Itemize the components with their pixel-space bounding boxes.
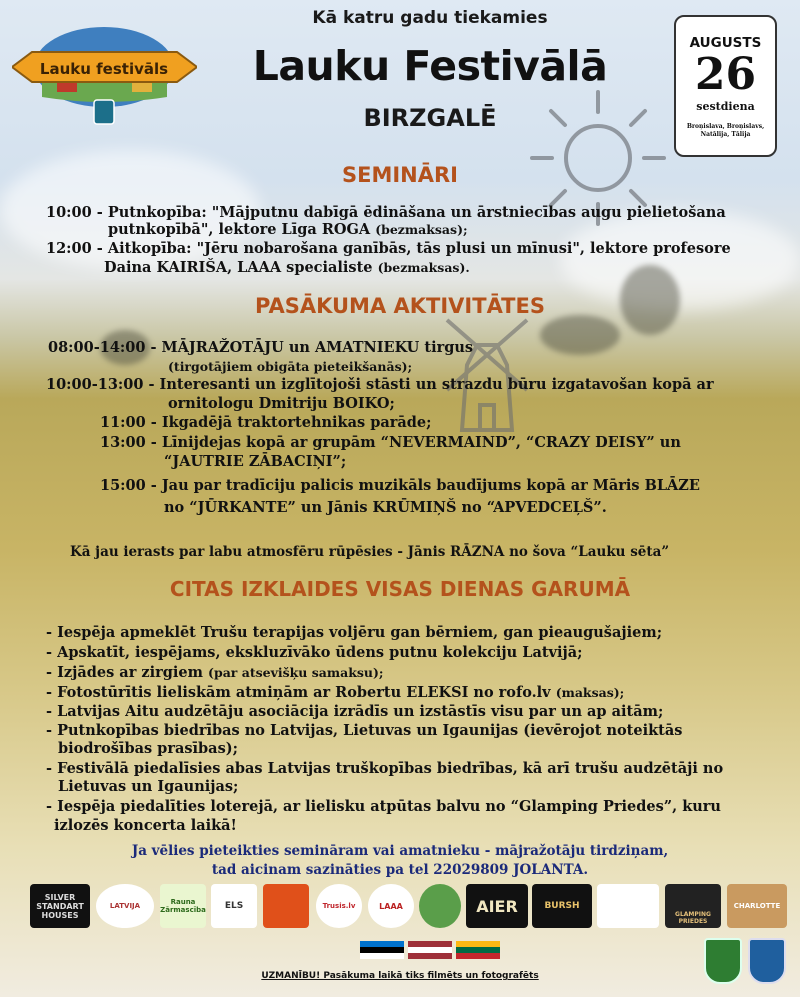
activity-line: 11:00 - Ikgadējā traktortehnikas parāde; <box>100 414 432 431</box>
activity-line: (tirgotājiem obigāta pieteikšanās); <box>168 359 413 374</box>
other-line: biodrošības prasības); <box>58 740 238 757</box>
sponsor-logo: GLAMPING PRIEDES <box>665 884 721 928</box>
date-month: AUGUSTS <box>689 35 762 51</box>
tree-silhouette <box>540 315 620 355</box>
other-title: CITAS IZKLAIDES VISAS DIENAS GARUMĀ <box>169 577 631 601</box>
sponsor-logo: CHARLOTTE <box>727 884 787 928</box>
other-line: - Festivālā piedalīsies abas Latvijas truškopības biedrības, kā arī trušu audzētāji no <box>46 760 724 777</box>
sponsor-logo: Trusis.lv <box>316 884 362 928</box>
activity-line: 15:00 - Jau par tradīciju palicis muzikāls baudījums kopā ar Māris BLĀZE <box>100 477 700 494</box>
filming-warning: UZMANĪBU! Pasākuma laikā tiks filmēts un fotografēts <box>261 971 539 981</box>
date-day: 26 <box>694 49 757 100</box>
activity-line: no “JŪRKANTE” un Jānis KRŪMIŅŠ no “APVEDCEĻŠ”. <box>164 499 607 516</box>
other-line-text: - Fotostūrītis lieliskām atmiņām ar Robertu ELEKSI no rofo.lv <box>46 684 551 701</box>
sponsor-logo: AIER <box>466 884 528 928</box>
seminar-line <box>108 221 468 239</box>
seminar-line <box>104 259 470 277</box>
parish-crest-icon <box>748 938 786 984</box>
contact-line-2: tad aicinam sazināties pa tel 22029809 JOLANTA. <box>211 862 589 878</box>
activity-line: ornitologu Dmitriju BOIKO; <box>168 395 395 412</box>
activity-line: 13:00 - Līnijdejas kopā ar grupām “NEVERMAIND”, “CRAZY DEISY” un <box>100 434 681 451</box>
windmill-icon <box>432 305 542 435</box>
seminar-price: (bezmaksas). <box>377 260 470 275</box>
other-line <box>46 684 624 702</box>
other-line: - Latvijas Aitu audzētāju asociācija izrādīs un izstāstīs visu par un ap aitām; <box>46 703 664 720</box>
estonia-flag-icon <box>360 941 404 959</box>
seminar-line-text: Daina KAIRIŠA, LAAA specialiste <box>104 259 373 276</box>
activities-closing: Kā jau ierasts par labu atmosfēru rūpēsies - Jānis RĀZNA no šova “Lauku sēta” <box>70 544 670 560</box>
other-line: - Iespēja apmeklēt Trušu terapijas voljēru gan bērniem, gan pieaugušajiem; <box>46 624 663 641</box>
sponsor-logo: SILVER STANDART HOUSES <box>30 884 90 928</box>
location-title: BIRZGALĒ <box>363 104 497 132</box>
other-line: izlozēs koncerta laikā! <box>54 817 237 834</box>
activity-line: “JAUTRIE ZĀBACIŅI”; <box>164 453 347 470</box>
other-line: - Putnkopības biedrības no Latvijas, Lietuvas un Igaunijas (ievērojot noteiktās <box>46 722 683 739</box>
activity-line: 10:00-13:00 - Interesanti un izglītojoši stāsti un strazdu būru izgatavošan kopā ar <box>46 376 714 393</box>
sponsor-logo: Rauna Zārmascība <box>160 884 206 928</box>
lithuania-flag-icon <box>456 941 500 959</box>
sponsor-logo: LATVIJA <box>96 884 154 928</box>
tagline: Kā katru gadu tiekamies <box>312 8 548 28</box>
other-line-text: - Izjādes ar zirgiem <box>46 664 203 681</box>
logo-text: Lauku festivāls <box>39 60 169 78</box>
seminar-line: 10:00 - Putnkopība: "Mājputnu dabīgā ēdināšana un ārstniecības augu pielietošana <box>46 204 726 221</box>
activities-title: PASĀKUMA AKTIVITĀTES <box>255 294 545 318</box>
contact-line-1: Ja vēlies pieteikties semināram vai amatnieku - mājražotāju tirdziņam, <box>131 843 669 859</box>
sponsor-logo: BURSH <box>532 884 592 928</box>
festival-logo <box>12 12 197 127</box>
sponsor-logo: ELS <box>211 884 257 928</box>
seminar-line: 12:00 - Aitkopība: "Jēru nobarošana ganībās, tās plusi un mīnusi", lektore profesore <box>46 240 731 257</box>
sponsor-logo <box>597 884 659 928</box>
other-line <box>46 664 384 682</box>
seminar-price: (bezmaksas); <box>375 222 468 237</box>
page-title: Lauku Festivālā <box>252 42 608 90</box>
date-card <box>674 15 777 157</box>
sponsor-logo <box>263 884 309 928</box>
municipality-crest-icon <box>704 938 742 984</box>
seminars-title: SEMINĀRI <box>342 163 458 187</box>
activity-line: 08:00-14:00 - MĀJRAŽOTĀJU un AMATNIEKU tirgus <box>48 339 474 356</box>
latvia-flag-icon <box>408 941 452 959</box>
date-weekday: sestdiena <box>696 100 755 113</box>
sponsor-logos <box>0 884 800 932</box>
other-line: - Apskatīt, iespējams, ekskluzīvāko ūdens putnu kolekciju Latvijā; <box>46 644 583 661</box>
sponsor-logo: LAAA <box>368 884 414 928</box>
seminar-line-text: putnkopībā", lektore Līga ROGA <box>108 221 371 238</box>
other-price: (maksas); <box>555 685 625 700</box>
sponsor-logo <box>419 884 461 928</box>
other-price: (par atsevišķu samaksu); <box>208 665 384 680</box>
other-line: - Iespēja piedalīties loterejā, ar lielisku atpūtas balvu no “Glamping Priedes”, kuru <box>46 798 721 815</box>
name-days: Broņislava, Broņislavs, Natālija, Tālija <box>686 123 765 138</box>
other-line: Lietuvas un Igaunijas; <box>58 778 239 795</box>
